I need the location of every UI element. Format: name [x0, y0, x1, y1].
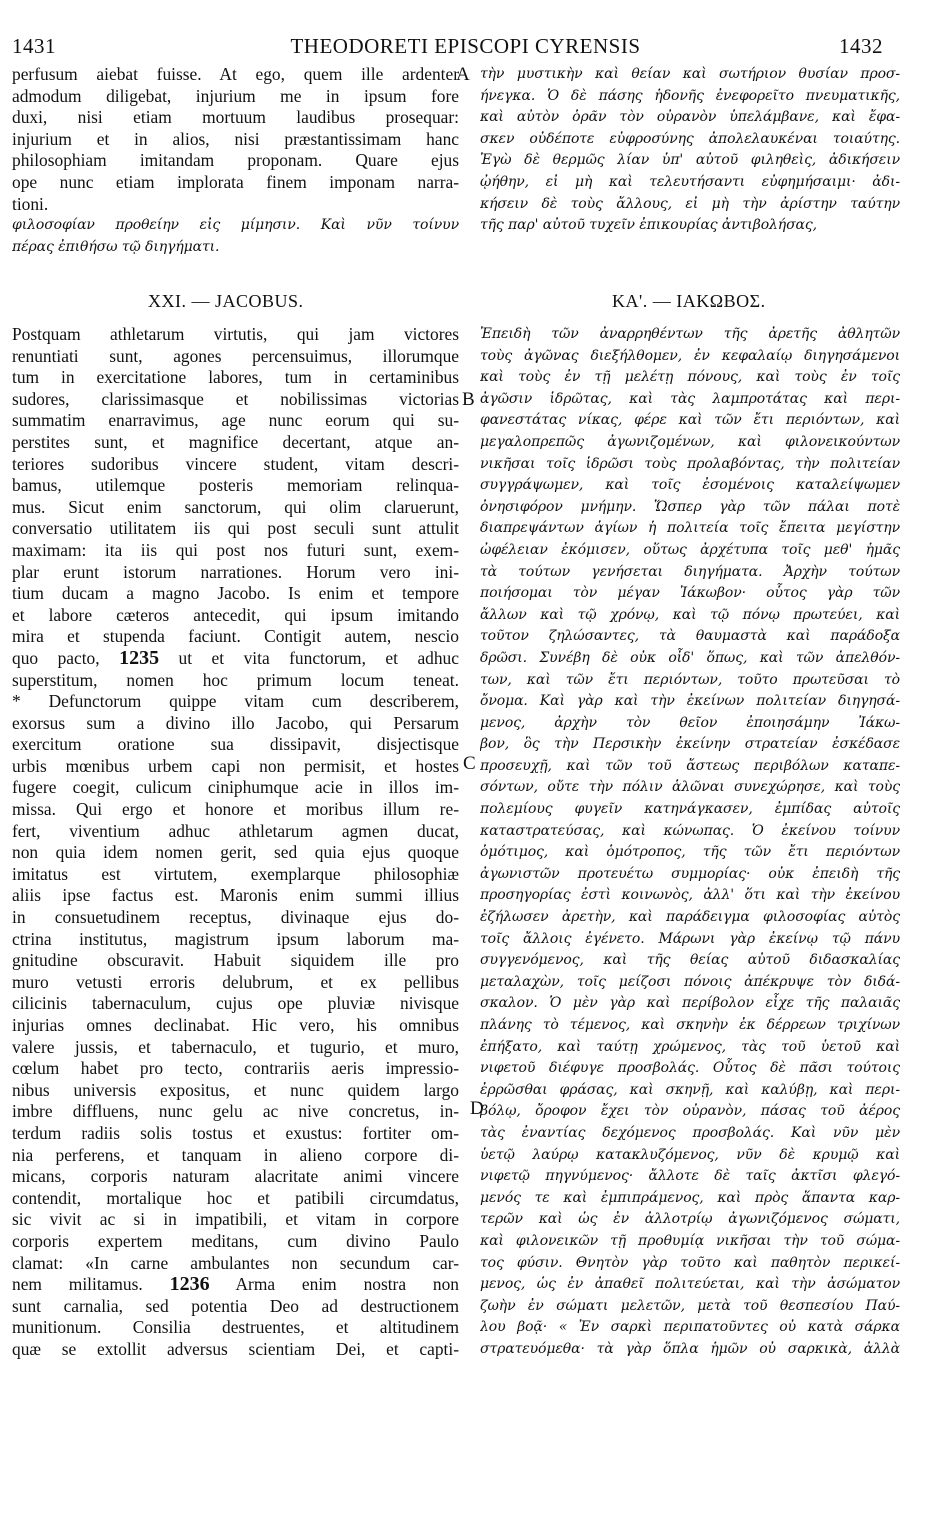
text-line: contendit, mortalique hoc et patibili circumdatus, — [12, 1187, 459, 1208]
text-line: ἄλλων καὶ τῷ χρόνῳ, καὶ τῷ πόνῳ πρωτεύει, καὶ — [480, 606, 900, 623]
margin-marker-a: A — [456, 64, 470, 85]
text-line: imitatus est virtutem, exemplarque philosophiæ — [12, 863, 459, 884]
text-line: ὠφέλειαν ἐκόμισεν, οὕτως ἀρχέτυπα τοῖς μεθ' ἡμᾶς — [480, 541, 900, 558]
right-top-paragraph — [480, 64, 900, 237]
text-line: summatim enarravimus, age nunc eorum qui su- — [12, 410, 459, 431]
text-line: aliis ipse factus est. Maronis enim summi illius — [12, 885, 459, 906]
text-line: καταστρατεύσας, καὶ κώνωπας. Ὁ ἐκείνου τοίνυν — [480, 822, 900, 839]
text-line: tium ducam a magno Jacobo. Is enim et tempore — [12, 583, 459, 604]
right-page-number: 1432 — [839, 34, 883, 58]
text-line: exercitum oratione sua dissipavit, disjectisque — [12, 734, 459, 755]
text-line: micans, corporis naturam alacritate animi vincere — [12, 1166, 459, 1187]
text-line: ἐπήξατο, καὶ ταύτῃ χρώμενος, τὰς τοῦ ὑετοῦ καὶ — [480, 1038, 900, 1055]
text-line: μενός τε καὶ ἐμπιπράμενος, καὶ πρὸς ἅπαντα καρ- — [480, 1189, 900, 1206]
text-line: ἀγῶσιν ἱδρῶτας, καὶ τὰς λαμπροτάτας καὶ περι- — [480, 390, 900, 407]
text-line: ἀγωνιστῶν προτευέτω συμμορίας· οὐκ ἐπειδὴ τῆς — [480, 865, 900, 882]
text-line: νιφετοῦ διέφυγε προσβολάς. Οὗτος δὲ πᾶσι τούτοις — [480, 1060, 900, 1077]
text-line: missa. Qui ergo et honore et moribus illum re- — [12, 799, 459, 820]
text-line: Postquam athletarum virtutis, qui jam victores — [12, 324, 459, 344]
text-line: gnitudine obscuravit. Habuit siquidem ille pro — [12, 950, 459, 971]
margin-marker-d: D — [470, 1098, 484, 1119]
left-section-heading: XXI. — JACOBUS. — [148, 291, 304, 311]
column-number-1235: 1235 — [119, 647, 160, 669]
left-page-number: 1431 — [12, 34, 56, 58]
text-line: imbre diffluens, nunc gelu ac nive concretus, in- — [12, 1101, 459, 1122]
text-line: βον, ὃς τὴν Περσικὴν ἐκείνην στρατείαν ἐσκέδασε — [480, 736, 900, 753]
text-line: σόντων, οὔτε τὴν πόλιν ἁλῶναι συνεχώρησε, καὶ τοὺς — [480, 779, 900, 796]
left-top-paragraph — [12, 64, 459, 258]
text-span: Arma enim nostra non — [235, 1274, 459, 1295]
column-number-1236: 1236 — [169, 1274, 210, 1296]
text-line: καὶ φιλονεικῶν τῇ προθυμίᾳ νικῆσαι τὴν τοῦ σώμα- — [480, 1232, 900, 1249]
text-line: fert, viventium adhuc athletarum agmen ducat, — [12, 820, 459, 841]
text-line: injurium et in alios, nisi præstantissimam hanc — [12, 128, 459, 149]
text-line: maximam: ita iis qui post nos futuri sunt, exem- — [12, 539, 459, 560]
text-line: tioni. — [12, 193, 49, 214]
text-line: λου βοᾷ· « Ἐν σαρκὶ περιπατοῦντες οὐ κατὰ σάρκα — [480, 1319, 900, 1336]
text-line: βόλῳ, ὄροφον ἔχει τὸν οὐρανὸν, πάσας τοῦ ἀέρος — [480, 1103, 900, 1120]
text-line: πολεμίους φυγεῖν κατηνάγκασεν, ἐμπίδας αὐτοῖς — [480, 801, 900, 818]
text-line: fugere coegit, culicum ciniphumque acie in illos im- — [12, 777, 459, 798]
text-line: τοῖς ἄλλοις ἐγένετο. Μάρωνι γὰρ ἐκείνῳ τῷ πάνυ — [480, 930, 900, 947]
text-line: ήνεγκα. Ὁ δὲ πάσης ἡδονῆς ἐνεφορεῖτο πνευματικῆς, — [480, 87, 900, 104]
text-line: ᾠήθην, εἰ μὴ καὶ τελευτήσαντι εὐφημήσαιμι· ἀδι- — [480, 173, 900, 190]
right-main-column — [480, 324, 900, 1361]
text-span: ut et vita functorum, et adhuc — [178, 647, 459, 668]
left-main-column — [12, 324, 459, 1361]
text-line: συγγράψωμεν, καὶ τοῖς ἐσομένοις καταλείψωμεν — [480, 477, 900, 494]
text-line: superstitum, nomen hoc primum locum teneat. — [12, 669, 459, 690]
text-line: τερῶν καὶ ὡς ἐν ἀλλοτρίῳ ἀγωνιζόμενος σώματι, — [480, 1211, 900, 1228]
text-line: bamus, utilemque posteris memoriam relinqua- — [12, 475, 459, 496]
text-line: clamat: «In carne ambulantes non secundum car- — [12, 1252, 459, 1273]
text-line: urbis mœnibus urbem capi non permisit, et hostes — [12, 755, 459, 776]
text-line: ope nunc etiam implorata finem imponam narra- — [12, 171, 459, 192]
text-line: ἐρρῶσθαι φράσας, καὶ σκηνῇ, καὶ καλύβῃ, καὶ περι- — [480, 1081, 900, 1098]
text-line: corporis expertem meditans, cum divino Paulo — [12, 1230, 459, 1251]
text-line: quæ se extollit adversus scientiam Dei, et capti- — [12, 1338, 459, 1359]
margin-marker-c: C — [463, 753, 476, 774]
text-line: Ἐγὼ δὲ θερμῶς λίαν ὑπ' αὐτοῦ φιληθεὶς, ἀδικήσειν — [480, 152, 900, 169]
margin-marker-b: B — [462, 389, 475, 410]
text-line: mus. Sicut enim sanctorum, qui olim claruerunt, — [12, 496, 459, 517]
text-line: philosophiam imitandam proponam. Quare ejus — [12, 150, 459, 171]
text-line: τοὺς ἀγῶνας διεξήλθομεν, ἐν κεφαλαίῳ διηγησάμενοι — [480, 347, 900, 364]
text-line: in consuetudinem receptus, divinaque ejus do- — [12, 907, 459, 928]
text-line: δρῶσι. Συνέβη δὲ οὐκ οἶδ' ὅπως, καὶ τῶν ἀπελθόν- — [480, 649, 900, 666]
text-line: ὑετῷ λαύρῳ κατακλυζόμενος, νῦν δὲ κρυμῷ καὶ — [480, 1146, 900, 1163]
text-line: sic vivit ac si in impatibili, et vitam in corpore — [12, 1209, 459, 1230]
text-line: injurias omnes declinabat. Hic vero, his omnibus — [12, 1015, 459, 1035]
text-line: κήσειν δὲ τοὺς ἄλλους, εἰ μὴ τὴν ἀρίστην ταύτην — [480, 195, 900, 212]
text-line: μενος, ἀρχὴν τὸν θεῖον ἐποιησάμην Ἰάκω- — [480, 714, 900, 731]
text-line: ὀνησιφόρον μνήμην. Ὥσπερ γὰρ τῶν πάλαι ποτὲ — [480, 498, 900, 515]
text-line: admodum diligebat, injurium me in ipsum fore — [12, 85, 459, 106]
text-line: καὶ αὐτὸν ὁρᾶν τὸν οὐρανὸν ὑπελάμβανε, καὶ ἔφα- — [480, 109, 900, 126]
text-line: sunt carnalia, sed potentia Deo ad destructionem — [12, 1295, 459, 1316]
text-line: των, καὶ τῶν ἔτι περιόντων, τοῦτο πρωτεῦσαι τὸ — [480, 671, 900, 688]
text-line: σκεν οὐδέποτε εὐφροσύνης ἀπολελαυκέναι τοιαύτης. — [480, 130, 900, 147]
text-line: καὶ τοὺς ἐν τῇ μελέτῃ πόνους, καὶ τοὺς ἐν τοῖς — [480, 369, 900, 386]
text-line: σκαλον. Ὁ μὲν γὰρ καὶ περίβολον εἶχε τῆς παλαιᾶς — [480, 995, 900, 1012]
text-line: τὰ τούτων γενήσεται διηγήματα. Ἀρχὴν τούτων — [480, 563, 900, 580]
text-line: renuntiati sunt, agones percensuimus, illorumque — [12, 345, 459, 366]
text-line: exorsus sum a divino illo Jacobo, qui Persarum — [12, 712, 459, 733]
text-line: terdum radiis solis tostus et exustus: fortiter om- — [12, 1122, 459, 1143]
text-line: φιλοσοφίαν προθείην εἰς μίμησιν. Καὶ νῦν τοίνυν — [12, 217, 459, 234]
text-line: valere jussis, et tabernaculo, et tugurio, et muro, — [12, 1036, 459, 1057]
text-line: munitionum. Consilia destruentes, et altitudinem — [12, 1317, 459, 1338]
text-line: * Defunctorum quippe vitam cum describerem, — [12, 691, 459, 712]
text-line: ὁμότιμος, καὶ ὁμότροπος, τῆς τῶν ἔτι περιόντων — [480, 844, 900, 861]
text-line: mira et stupenda faciunt. Contigit autem, nescio — [12, 626, 459, 647]
text-line: πλάνης τὸ τέμενος, καὶ σκηνὴν ἐκ δέρρεων τριχίνων — [480, 1017, 900, 1033]
text-line: ctrina institutus, magistrum ipsum laborum ma- — [12, 928, 459, 949]
text-line: nibus universis expositus, et nunc quidem largo — [12, 1079, 459, 1100]
text-span: nem militamus. — [12, 1274, 143, 1295]
text-line: προσευχῇ, καὶ τῶν τοῦ ἄστεως περιβόλων καταπε- — [480, 757, 900, 774]
text-line: νιφετῷ πηγνύμενος· ἄλλοτε δὲ ταῖς ἀκτῖσι φλεγό- — [480, 1168, 900, 1185]
text-line: προσηγορίας ἐστὶ κοινωνὸς, ἀλλ' ὅτι καὶ τὴν ἐκείνου — [480, 887, 900, 904]
text-line: sudores, clarissimasque et nobilissimas victorias — [12, 388, 459, 409]
text-line: μεταλαχὼν, τοῖς μείζοσι πόνοις ἀπέκρυψε τὸν διδά- — [480, 973, 900, 990]
text-line: ποιήσομαι τὸν μέγαν Ἰάκωβον· οὗτος γὰρ τῶν — [480, 585, 900, 602]
text-line: ὄνομα. Καὶ γὰρ καὶ τὴν ἐκείνων πολιτείαν διηγησά- — [480, 693, 900, 710]
text-line: τὴν μυστικὴν καὶ θείαν καὶ σωτήριον θυσίαν προσ- — [480, 66, 900, 82]
text-line: ζωὴν ἐν σώματι μελετῶν, μετὰ τοῦ θεσπεσίου Παύ- — [480, 1297, 900, 1314]
text-line: muro vetusti erroris delubrum, et ex pellibus — [12, 971, 459, 992]
text-line: perstites sunt, et magnifice decertant, atque an- — [12, 431, 459, 452]
text-line: nia perferens, et tanquam in alieno corpore di- — [12, 1144, 459, 1165]
text-line — [12, 648, 459, 670]
text-line: στρατευόμεθα· τὰ γὰρ ὅπλα ἡμῶν οὐ σαρκικὰ, ἀλλὰ — [480, 1340, 900, 1357]
text-line: teriores sudoribus vincere student, vitam descri- — [12, 453, 459, 474]
text-line: conversatio utilitatem iis qui post seculi sunt attulit — [12, 518, 459, 539]
text-line: τὰς ἐναντίας δεχόμενος προσβολάς. Καὶ νῦν μὲν — [480, 1124, 900, 1141]
text-line: Ἐπειδὴ τῶν ἀναρρηθέντων τῆς ἀρετῆς ἀθλητῶν — [480, 326, 900, 342]
text-line: duxi, nisi etiam mortuum laudibus prosequar: — [12, 107, 459, 128]
text-line: cilicinis tabernaculum, cujus ope pluviæ nivisque — [12, 993, 459, 1014]
text-line: cœlum habet pro tecto, contrariis aeris impressio- — [12, 1058, 459, 1079]
text-line: τοῦτον ζηλώσαντες, τὰ θαυμαστὰ καὶ παράδοξα — [480, 628, 900, 645]
text-line: plar erunt istorum narrationes. Horum vero ini- — [12, 561, 459, 582]
text-line: νικῆσαι τοῖς ἱδρῶσι τοὺς προλαβόντας, τὴν πολιτείαν — [480, 455, 900, 472]
text-line: φανεστάτας νίκας, φέρε καὶ τῶν ἔτι περιόντων, καὶ — [480, 412, 900, 429]
text-line: et labore cæteros antecedit, qui ipsum imitando — [12, 604, 459, 625]
text-line — [12, 1274, 459, 1296]
running-title: THEODORETI EPISCOPI CYRENSIS — [290, 34, 641, 58]
text-line: τῆς παρ' αὐτοῦ τυχεῖν ἐπικουρίας ἀντιβολήσας, — [480, 217, 817, 234]
text-line: perfusum aiebat fuisse. At ego, quem ille ardenter — [12, 64, 459, 84]
text-line: μενος, ὡς ἐν ἀπαθεῖ πολιτεύεται, καὶ τὴν ἀσώματον — [480, 1276, 900, 1293]
text-line: tum in exercitatione labores, tum in certaminibus — [12, 367, 459, 388]
text-span: quo pacto, — [12, 647, 100, 668]
text-line: πέρας ἐπιθήσω τῷ διηγήματι. — [12, 238, 220, 255]
text-line: ἐζήλωσεν ἀρετὴν, καὶ παράδειγμα φιλοσοφίας αὐτὸς — [480, 909, 900, 926]
text-line: non quia idem nomen gerit, sed quia ejus quoque — [12, 842, 459, 863]
text-line: διαπρεψάντων ἁγίων ἡ πολιτεία τοῖς ἔπειτα μεγίστην — [480, 520, 900, 537]
text-line: τος φύσιν. Θνητὸν γὰρ τοῦτο καὶ παθητὸν περικεί- — [480, 1254, 900, 1271]
text-line: συγγενόμενος, καὶ τῆς θείας αὐτοῦ διδασκαλίας — [480, 952, 900, 969]
text-line: μεγαλοπρεπῶς ἀγωνιζομένων, καὶ φιλονεικούντων — [480, 433, 900, 450]
right-section-heading: ΚΑ'. — ΙΑΚΩΒΟΣ. — [612, 291, 766, 311]
